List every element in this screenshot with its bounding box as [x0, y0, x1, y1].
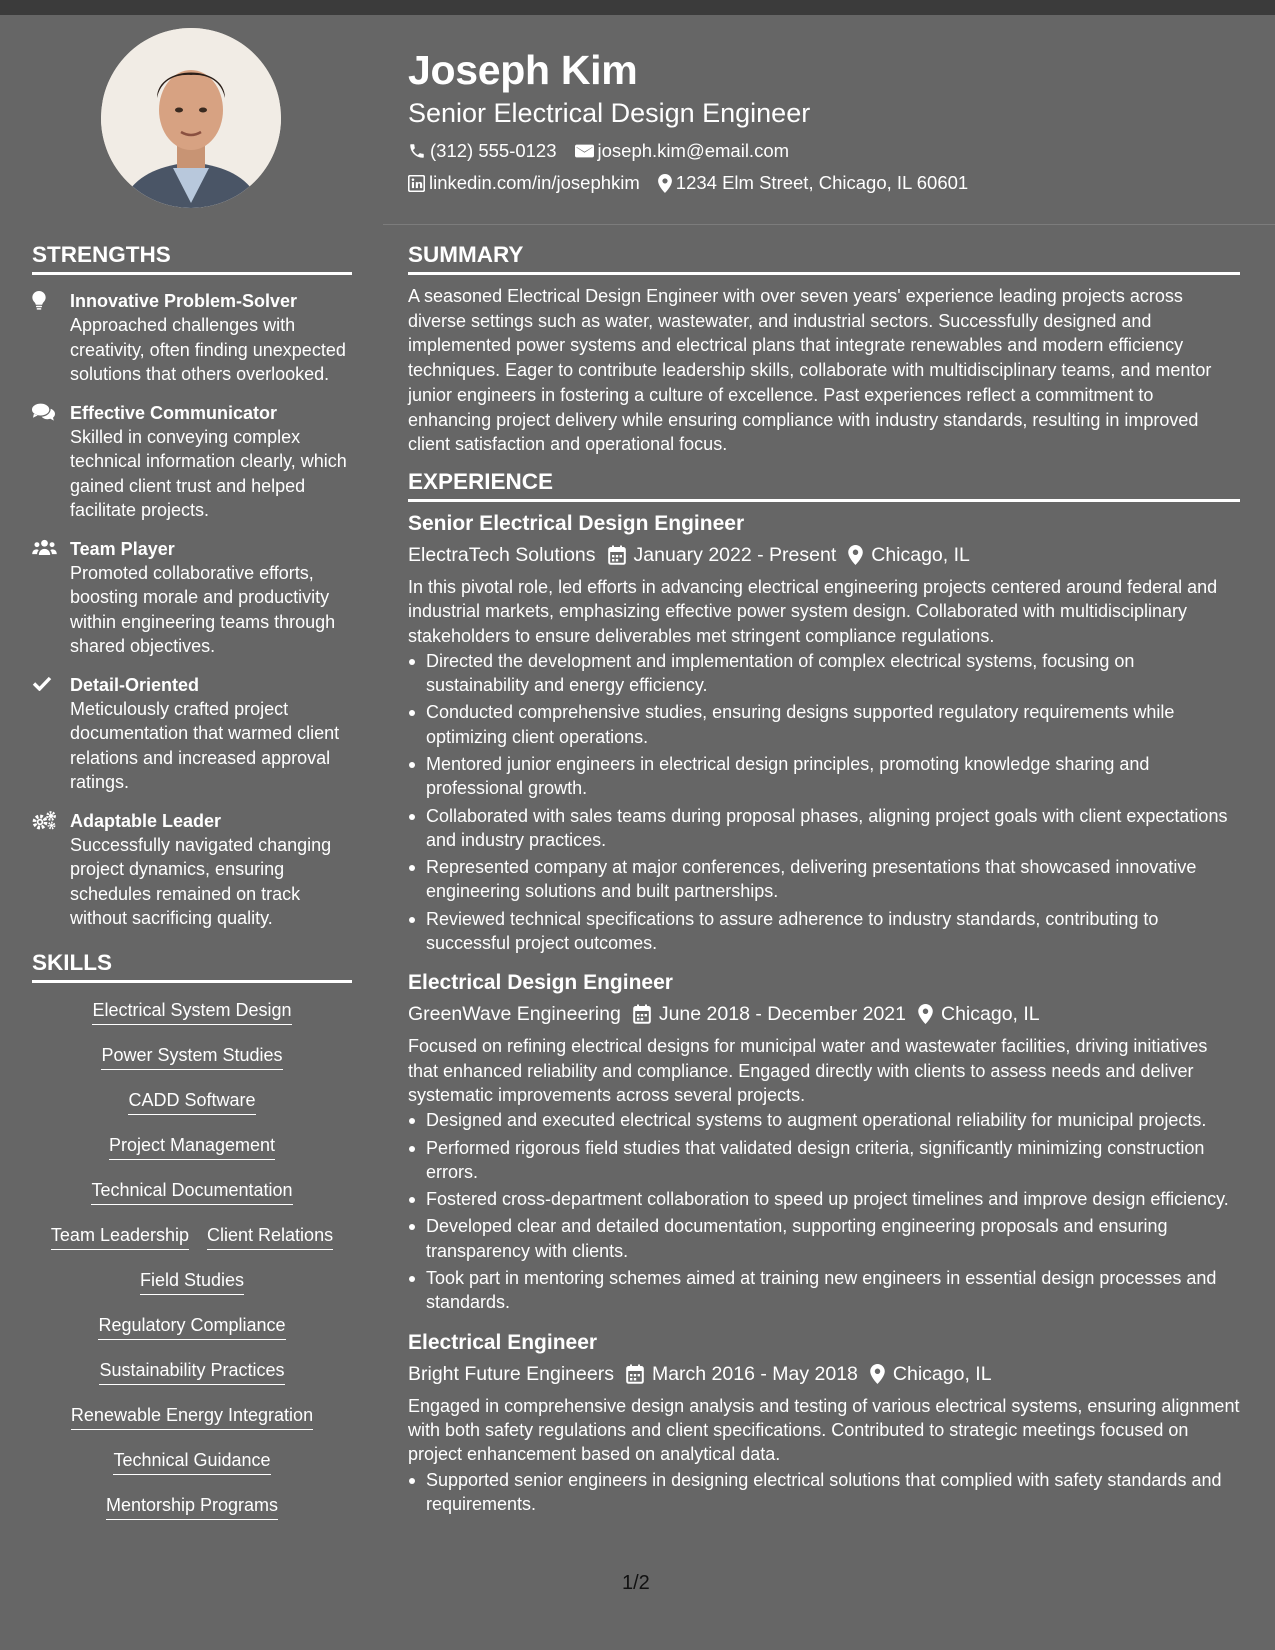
summary-heading: SUMMARY: [408, 240, 1240, 275]
job-dates-text: June 2018 - December 2021: [658, 1003, 906, 1026]
strength-item: [32, 401, 352, 523]
map-pin-icon: [918, 1004, 933, 1024]
strength-item: [32, 673, 352, 795]
job-description: In this pivotal role, led efforts in advancing electrical engineering projects centered around federal and industrial markets, emphasizing effective power system design. Collaborated with multidisciplinary stakeholders to ensure deliverables met stringent compliance regulations.: [408, 576, 1218, 646]
skill-tag: Sustainability Practices: [99, 1357, 284, 1385]
envelope-icon: [575, 143, 594, 159]
linkedin-icon: [408, 175, 425, 192]
bullet-item: Collaborated with sales teams during proposal phases, aligning project goals with client expectations and industry practices.: [408, 804, 1240, 853]
street-address: 1234 Elm Street, Chicago, IL 60601: [675, 172, 969, 193]
strength-desc: Approached challenges with creativity, often finding unexpected solutions that others overlooked.: [70, 315, 346, 384]
job-dates: [626, 1361, 858, 1387]
skill-tag: Technical Documentation: [91, 1177, 292, 1205]
bullet-item: Supported senior engineers in designing electrical solutions that complied with safety standards and requirements.: [408, 1468, 1240, 1517]
strength-title: Detail-Oriented: [70, 674, 200, 695]
candidate-name: Joseph Kim: [408, 47, 638, 93]
bullet-item: Designed and executed electrical systems to augment operational reliability for municipal projects.: [408, 1108, 1240, 1132]
bullet-item: Took part in mentoring schemes aimed at training new engineers in essential design processes and standards.: [408, 1266, 1240, 1315]
map-pin-icon: [870, 1364, 885, 1384]
strength-title: Innovative Problem-Solver: [70, 291, 298, 311]
bullet-item: Reviewed technical specifications to assure adherence to industry standards, contributing to successful project outcomes.: [408, 907, 1240, 956]
skills-list: [32, 997, 352, 1537]
calendar-icon: [633, 1004, 651, 1024]
strength-item: [32, 537, 352, 659]
left-column: [32, 240, 352, 1537]
header-divider: [383, 224, 1275, 225]
candidate-title: Senior Electrical Design Engineer: [408, 98, 811, 128]
contact-row-2: [408, 172, 1248, 194]
users-icon: [32, 539, 57, 556]
skill-tag: Field Studies: [140, 1267, 244, 1295]
company-name: Bright Future Engineers: [408, 1362, 614, 1385]
strength-desc: Skilled in conveying complex technical information clearly, which gained client trust and helped facilitate projects.: [70, 426, 347, 520]
skill-tag: Mentorship Programs: [106, 1492, 278, 1520]
experience-heading: EXPERIENCE: [408, 467, 1240, 502]
calendar-icon: [626, 1364, 644, 1384]
job-dates: [633, 1001, 906, 1027]
checkmark-icon: [32, 675, 52, 691]
phone-number: (312) 555-0123: [430, 140, 557, 161]
gears-icon: [32, 811, 56, 830]
skill-tag: Team Leadership: [51, 1222, 189, 1250]
job-title: Electrical Design Engineer: [408, 971, 673, 995]
strength-desc: Successfully navigated changing project dynamics, ensuring schedules remained on track without sacrificing quality.: [70, 834, 332, 928]
bullet-item: Conducted comprehensive studies, ensuring designs supported regulatory requirements while optimizing client operations.: [408, 700, 1240, 749]
job-location: [848, 542, 970, 568]
skills-heading: SKILLS: [32, 948, 352, 983]
skill-tag: Power System Studies: [101, 1042, 282, 1070]
profile-photo: [101, 28, 281, 208]
strength-desc: Meticulously crafted project documentation that warmed client relations and increased approval ratings.: [70, 698, 340, 792]
strength-title: Adaptable Leader: [70, 810, 222, 831]
job-description: Engaged in comprehensive design analysis and testing of various electrical systems, ensuring alignment with both safety regulations and client specifications. Contributed to strategic meetings focused on project enhancement based on analytical data.: [408, 1395, 1240, 1465]
job-bullets: [408, 1108, 1240, 1314]
address-contact: [658, 172, 968, 194]
email-address[interactable]: joseph.kim@email.com: [597, 140, 790, 161]
bullet-item: Represented company at major conferences, delivering presentations that showcased innovative engineering solutions and built partnerships.: [408, 855, 1240, 904]
job-title: Senior Electrical Design Engineer: [408, 511, 745, 535]
bullet-item: Developed clear and detailed documentation, supporting engineering proposals and ensuring transparency with clients.: [408, 1214, 1240, 1263]
company-name: ElectraTech Solutions: [408, 543, 596, 566]
strength-item: [32, 809, 352, 931]
skill-tag: Regulatory Compliance: [98, 1312, 285, 1340]
page-number: 1/2: [622, 1572, 650, 1594]
map-pin-icon: [658, 174, 672, 193]
job-description: Focused on refining electrical designs for municipal water and wastewater facilities, driving initiatives that enhanced reliability and compliance. Engaged directly with clients to assess needs and deliver systematic improvements across several projects.: [408, 1036, 1208, 1105]
strength-title: Team Player: [70, 538, 175, 559]
linkedin-contact[interactable]: [408, 172, 640, 194]
bullet-item: Directed the development and implementation of complex electrical systems, focusing on sustainability and energy efficiency.: [408, 649, 1240, 698]
job-bullets: [408, 1468, 1240, 1517]
phone-icon: [408, 142, 426, 160]
skill-tag: Technical Guidance: [113, 1447, 270, 1475]
job-meta: [408, 542, 1240, 568]
job-bullets: [408, 649, 1240, 956]
strengths-heading: STRENGTHS: [32, 240, 352, 275]
right-column: [408, 240, 1240, 1519]
job-location: [870, 1361, 992, 1387]
calendar-icon: [608, 545, 626, 565]
job-entry: [408, 1329, 1240, 1516]
job-meta: [408, 1361, 1240, 1387]
skill-tag: Renewable Energy Integration: [71, 1402, 313, 1430]
map-pin-icon: [848, 545, 863, 565]
job-title: Electrical Engineer: [408, 1330, 598, 1354]
job-entry: [408, 969, 1240, 1314]
bullet-item: Performed rigorous field studies that validated design criteria, significantly minimizing construction errors.: [408, 1136, 1240, 1185]
skill-tag: Project Management: [109, 1132, 275, 1160]
linkedin-url[interactable]: linkedin.com/in/josephkim: [429, 172, 640, 193]
strength-item: [32, 289, 352, 387]
skill-tag: Client Relations: [207, 1222, 333, 1250]
strength-desc: Promoted collaborative efforts, boosting morale and productivity within engineering teams through shared objectives.: [70, 562, 336, 656]
job-entry: [408, 510, 1240, 955]
bullet-item: Mentored junior engineers in electrical design principles, promoting knowledge sharing and professional growth.: [408, 752, 1240, 801]
job-location-text: Chicago, IL: [941, 1003, 1040, 1026]
job-location-text: Chicago, IL: [892, 1362, 992, 1385]
job-location: [918, 1001, 1040, 1027]
summary-text: A seasoned Electrical Design Engineer with over seven years' experience leading projects across diverse settings such as water, wastewater, and industrial sectors. Successfully designed and implemented power systems and electrical plans that integrate renewables and modern efficiency techniques. Eager to contribute leadership skills, collaborate with multidisciplinary teams, and mentor junior engineers in fostering a culture of excellence. Past experiences reflect a commitment to enhancing project delivery while ensuring compliance with industry standards, resulting in improved client satisfaction and operational focus.: [408, 286, 1212, 455]
bullet-item: Fostered cross-department collaboration to speed up project timelines and improve design efficiency.: [408, 1187, 1240, 1211]
strength-title: Effective Communicator: [70, 402, 278, 423]
company-name: GreenWave Engineering: [408, 1003, 621, 1026]
phone-contact: [408, 140, 557, 162]
job-meta: [408, 1001, 1240, 1027]
contact-row-1: [408, 140, 1248, 162]
strengths-list: [32, 289, 352, 931]
job-dates-text: March 2016 - May 2018: [651, 1362, 858, 1385]
skill-tag: Electrical System Design: [92, 997, 291, 1025]
resume-header: [408, 44, 1248, 194]
lightbulb-icon: [32, 291, 46, 310]
job-dates-text: January 2022 - Present: [633, 543, 837, 566]
chat-bubbles-icon: [32, 403, 55, 421]
skill-tag: CADD Software: [128, 1087, 255, 1115]
top-bar: [0, 0, 1275, 15]
job-location-text: Chicago, IL: [871, 543, 970, 566]
job-dates: [608, 542, 837, 568]
email-contact[interactable]: [575, 140, 790, 162]
